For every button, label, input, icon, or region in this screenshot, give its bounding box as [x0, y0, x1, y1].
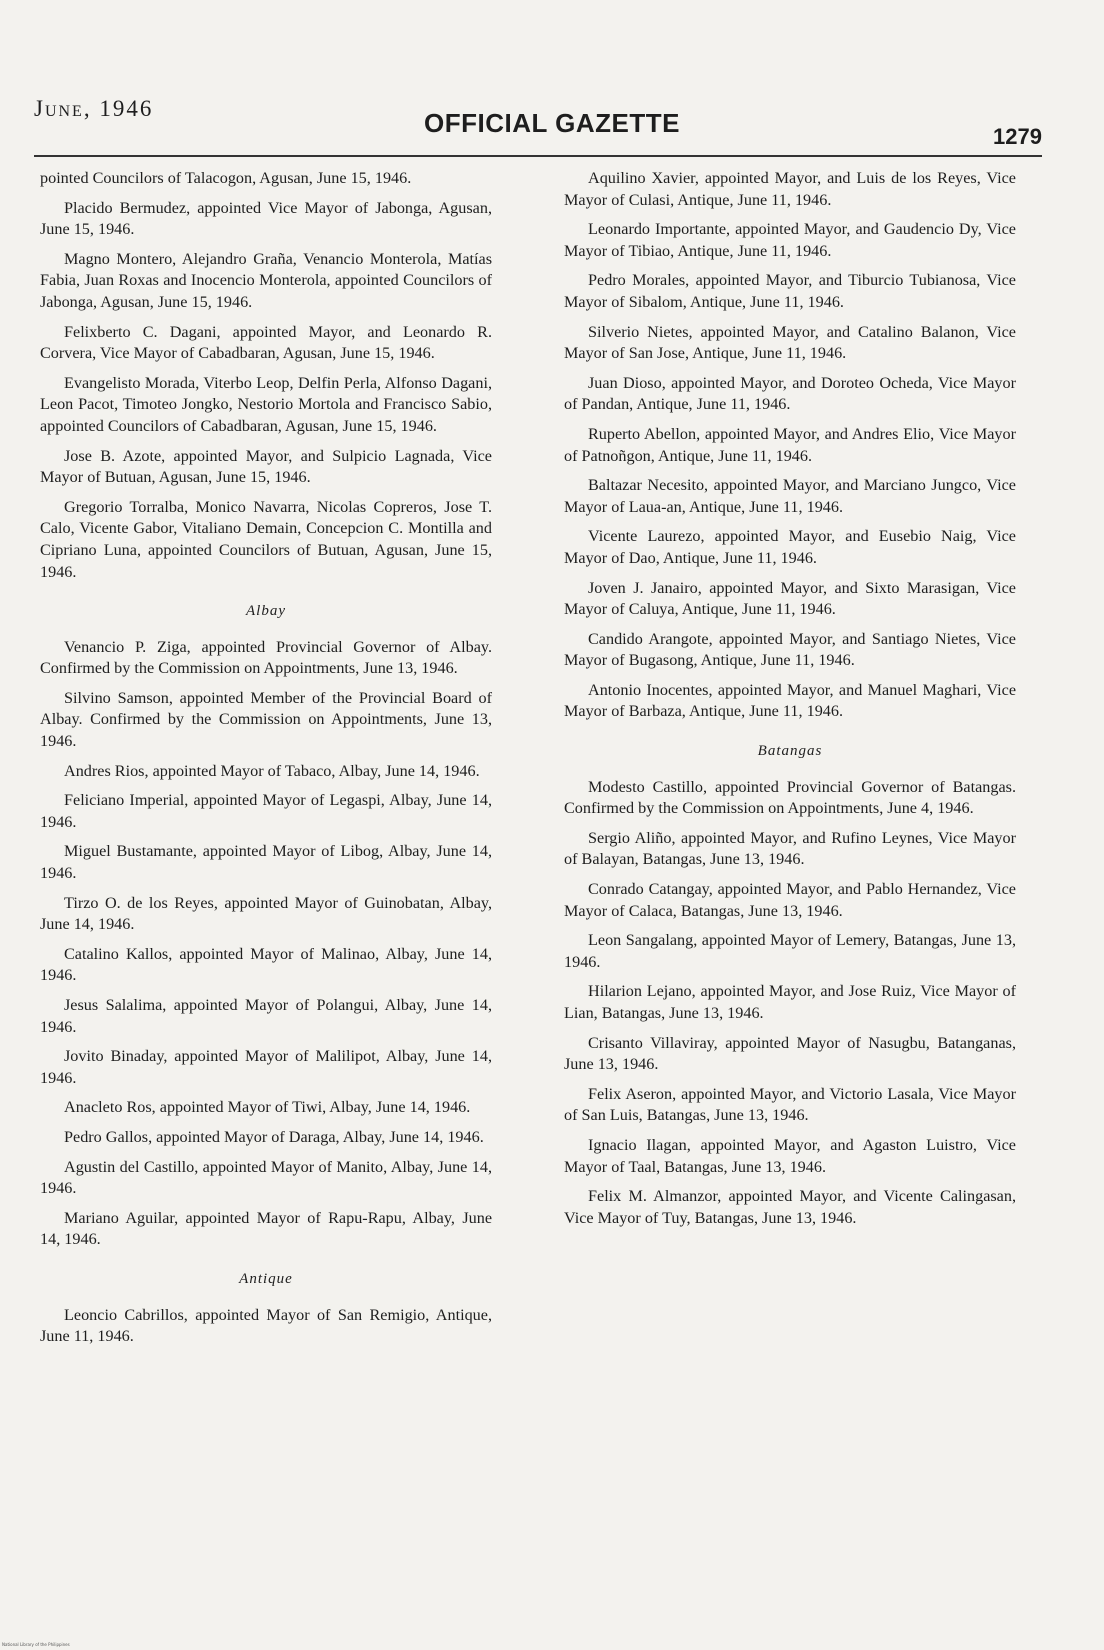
issue-date: June, 1946	[34, 96, 154, 121]
section-heading-albay: Albay	[246, 603, 286, 620]
list-item: Catalino Kallos, appointed Mayor of Malinao, Albay, June 14, 1946.	[40, 944, 492, 985]
list-item: Ruperto Abellon, appointed Mayor, and Andres Elio, Vice Mayor of Patnoñgon, Antique, June 11, 1946.	[564, 424, 1016, 465]
publication-title: OFFICIAL GAZETTE	[424, 108, 680, 138]
list-item: Ignacio Ilagan, appointed Mayor, and Agaston Luistro, Vice Mayor of Taal, Batangas, June 13, 1946.	[564, 1135, 1016, 1176]
list-item: Jesus Salalima, appointed Mayor of Polangui, Albay, June 14, 1946.	[40, 996, 492, 1036]
list-item: Jose B. Azote, appointed Mayor, and Sulpicio Lagnada, Vice Mayor of Butuan, Agusan, June 15, 1946.	[40, 446, 492, 487]
list-item: Mariano Aguilar, appointed Mayor of Rapu-Rapu, Albay, June 14, 1946.	[40, 1208, 492, 1249]
list-item: Magno Montero, Alejandro Graña, Venancio Monterola, Matías Fabia, Juan Roxas and Inocencio Monterola, appointed Councilors of Jabonga, Agusan, June 15, 1946.	[40, 249, 492, 311]
list-item: Joven J. Janairo, appointed Mayor, and Sixto Marasigan, Vice Mayor of Caluya, Antique, June 11, 1946.	[564, 578, 1016, 619]
list-item: Miguel Bustamante, appointed Mayor of Libog, Albay, June 14, 1946.	[40, 842, 492, 883]
list-item: Candido Arangote, appointed Mayor, and Santiago Nietes, Vice Mayor of Bugasong, Antique, June 11, 1946.	[564, 629, 1016, 670]
list-item: Felix Aseron, appointed Mayor, and Victorio Lasala, Vice Mayor of San Luis, Batangas, June 13, 1946.	[564, 1084, 1016, 1125]
list-item: Agustin del Castillo, appointed Mayor of Manito, Albay, June 14, 1946.	[40, 1157, 492, 1198]
list-item: Anacleto Ros, appointed Mayor of Tiwi, Albay, June 14, 1946.	[64, 1098, 471, 1117]
list-item: Crisanto Villaviray, appointed Mayor of Nasugbu, Batanganas, June 13, 1946.	[564, 1033, 1016, 1074]
list-item: Jovito Binaday, appointed Mayor of Malilipot, Albay, June 14, 1946.	[40, 1047, 492, 1087]
list-item: Feliciano Imperial, appointed Mayor of Legaspi, Albay, June 14, 1946.	[40, 791, 492, 831]
list-item: Felixberto C. Dagani, appointed Mayor, and Leonardo R. Corvera, Vice Mayor of Cabadbaran, Agusan, June 15, 1946.	[40, 322, 492, 363]
list-item: Conrado Catangay, appointed Mayor, and Pablo Hernandez, Vice Mayor of Calaca, Batangas, June 13, 1946.	[564, 880, 1016, 920]
list-item: Antonio Inocentes, appointed Mayor, and Manuel Maghari, Vice Mayor of Barbaza, Antique, June 11, 1946.	[564, 680, 1016, 721]
left-column	[40, 168, 492, 1356]
page-number: 1279	[993, 124, 1042, 149]
list-item: Placido Bermudez, appointed Vice Mayor of Jabonga, Agusan, June 15, 1946.	[40, 198, 492, 239]
list-item: Juan Dioso, appointed Mayor, and Doroteo Ocheda, Vice Mayor of Pandan, Antique, June 11, 1946.	[564, 373, 1016, 414]
list-item: Modesto Castillo, appointed Provincial Governor of Batangas. Confirmed by the Commission on Appointments, June 4, 1946.	[564, 777, 1016, 818]
list-item: Tirzo O. de los Reyes, appointed Mayor of Guinobatan, Albay, June 14, 1946.	[40, 893, 492, 934]
list-item: Hilarion Lejano, appointed Mayor, and Jose Ruiz, Vice Mayor of Lian, Batangas, June 13, 1946.	[564, 982, 1016, 1022]
list-item: Sergio Aliño, appointed Mayor, and Rufino Leynes, Vice Mayor of Balayan, Batangas, June 13, 1946.	[564, 828, 1016, 869]
header-rule	[34, 155, 1042, 157]
list-item: Leonardo Importante, appointed Mayor, and Gaudencio Dy, Vice Mayor of Tibiao, Antique, June 11, 1946.	[564, 220, 1016, 260]
list-item: Vicente Laurezo, appointed Mayor, and Eusebio Naig, Vice Mayor of Dao, Antique, June 11, 1946.	[564, 527, 1016, 567]
list-item: Baltazar Necesito, appointed Mayor, and Marciano Jungco, Vice Mayor of Laua-an, Antique, June 11, 1946.	[564, 476, 1016, 516]
section-heading-antique: Antique	[239, 1270, 293, 1287]
list-item: Evangelisto Morada, Viterbo Leop, Delfin Perla, Alfonso Dagani, Leon Pacot, Timoteo Jongko, Nestorio Mortola and Francisco Sabio, appointed Councilors of Cabadbaran, Agusan, June 15, 1946.	[40, 373, 492, 435]
list-item: Pedro Morales, appointed Mayor, and Tiburcio Tubianosa, Vice Mayor of Sibalom, Antique, June 11, 1946.	[564, 271, 1016, 311]
right-column	[564, 168, 1016, 1237]
scan-footer: National Library of the Philippines	[2, 1642, 70, 1647]
list-item: Venancio P. Ziga, appointed Provincial Governor of Albay. Confirmed by the Commission on Appointments, June 13, 1946.	[40, 637, 492, 678]
section-heading-batangas: Batangas	[757, 743, 823, 760]
list-item: pointed Councilors of Talacogon, Agusan, June 15, 1946.	[40, 169, 412, 187]
list-item: Gregorio Torralba, Monico Navarra, Nicolas Copreros, Jose T. Calo, Vicente Gabor, Vitaliano Demain, Concepcion C. Montilla and Cipriano Luna, appointed Councilors of Butuan, Agusan, June 15, 1946.	[40, 497, 492, 581]
list-item: Andres Rios, appointed Mayor of Tabaco, Albay, June 14, 1946.	[64, 761, 480, 780]
list-item: Leon Sangalang, appointed Mayor of Lemery, Batangas, June 13, 1946.	[564, 931, 1016, 971]
list-item: Aquilino Xavier, appointed Mayor, and Luis de los Reyes, Vice Mayor of Culasi, Antique, June 11, 1946.	[564, 169, 1016, 209]
list-item: Pedro Gallos, appointed Mayor of Daraga, Albay, June 14, 1946.	[64, 1127, 484, 1146]
list-item: Silverio Nietes, appointed Mayor, and Catalino Balanon, Vice Mayor of San Jose, Antique, June 11, 1946.	[564, 322, 1016, 363]
list-item: Felix M. Almanzor, appointed Mayor, and Vicente Calingasan, Vice Mayor of Tuy, Batangas, June 13, 1946.	[564, 1187, 1016, 1227]
list-item: Leoncio Cabrillos, appointed Mayor of San Remigio, Antique, June 11, 1946.	[40, 1305, 492, 1346]
list-item: Silvino Samson, appointed Member of the Provincial Board of Albay. Confirmed by the Commission on Appointments, June 13, 1946.	[40, 688, 492, 751]
